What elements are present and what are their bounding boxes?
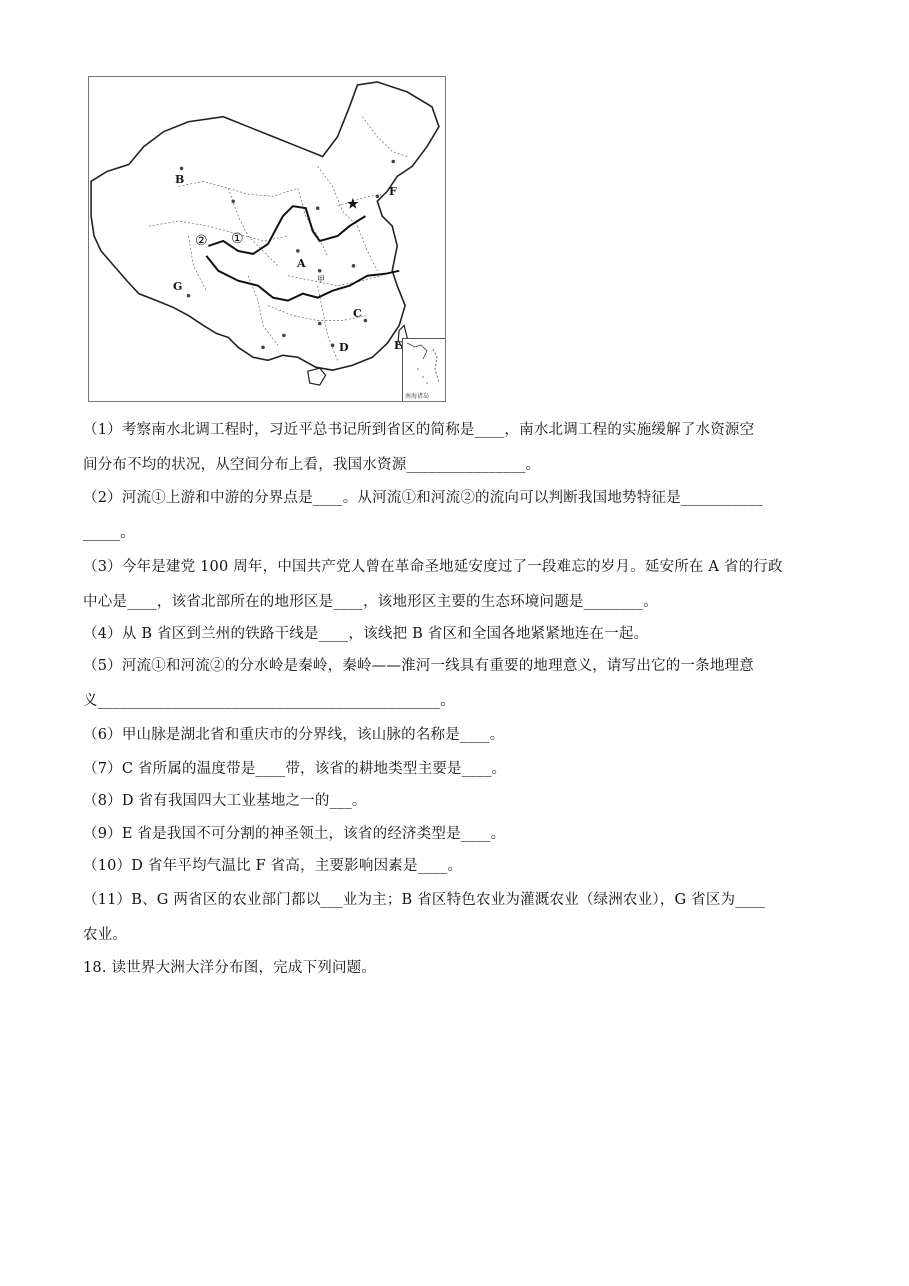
question-6: （6）甲山脉是湖北省和重庆市的分界线，该山脉的名称是____。 [83, 727, 505, 743]
question-11-line-1: （11）B、G 两省区的农业部门都以___业为主；B 省区特色农业为灌溉农业（绿洲农业），G 省区为____ [83, 892, 766, 908]
map-label-g: G [173, 280, 183, 293]
question-10: （10）D 省年平均气温比 F 省高，主要影响因素是____。 [83, 858, 463, 874]
map-label-b: B [175, 173, 185, 186]
map-label-river-2: ② [195, 233, 208, 249]
china-map [88, 76, 446, 402]
question-5-line-2: 义______________________________________________。 [83, 693, 456, 709]
map-label-f: F [389, 185, 397, 198]
question-9: （9）E 省是我国不可分割的神圣领土，该省的经济类型是____。 [83, 826, 506, 842]
map-label-d: D [339, 341, 349, 354]
question-4: （4）从 B 省区到兰州的铁路干线是____，该线把 B 省区和全国各地紧紧地连在一起。 [83, 626, 649, 642]
china-map-outline [89, 77, 445, 401]
question-1-line-1: （1）考察南水北调工程时，习近平总书记所到省区的简称是____，南水北调工程的实施缓解了水资源空 [83, 422, 755, 438]
section-heading-18: 18. 读世界大洲大洋分布图，完成下列问题。 [83, 960, 377, 976]
question-3-line-1: （3）今年是建党 100 周年，中国共产党人曾在革命圣地延安度过了一段难忘的岁月。延安所在 A 省的行政 [83, 559, 783, 575]
south-china-sea-inset [402, 338, 445, 401]
map-label-jia: 甲 [317, 275, 325, 284]
question-2-line-2: _____。 [83, 525, 135, 541]
inset-caption: 南海诸岛 [405, 393, 430, 400]
map-label-e: E [394, 339, 403, 352]
question-7: （7）C 省所属的温度带是____带，该省的耕地类型主要是____。 [83, 761, 507, 777]
capital-star-icon: ★ [347, 197, 359, 212]
question-2-line-1: （2）河流①上游和中游的分界点是____。从河流①和河流②的流向可以判断我国地势特征是___________ [83, 490, 763, 506]
map-label-c: C [353, 307, 362, 320]
question-5-line-1: （5）河流①和河流②的分水岭是秦岭，秦岭——淮河一线具有重要的地理意义，请写出它的一条地理意 [83, 658, 754, 674]
map-label-a: A [297, 257, 306, 270]
map-label-river-1: ① [231, 231, 244, 247]
question-3-line-2: 中心是____，该省北部所在的地形区是____，该地形区主要的生态环境问题是________。 [83, 594, 658, 610]
question-11-line-2: 农业。 [83, 927, 128, 943]
question-1-line-2: 间分布不均的状况，从空间分布上看，我国水资源________________。 [83, 457, 541, 473]
question-8: （8）D 省有我国四大工业基地之一的___。 [83, 793, 367, 809]
